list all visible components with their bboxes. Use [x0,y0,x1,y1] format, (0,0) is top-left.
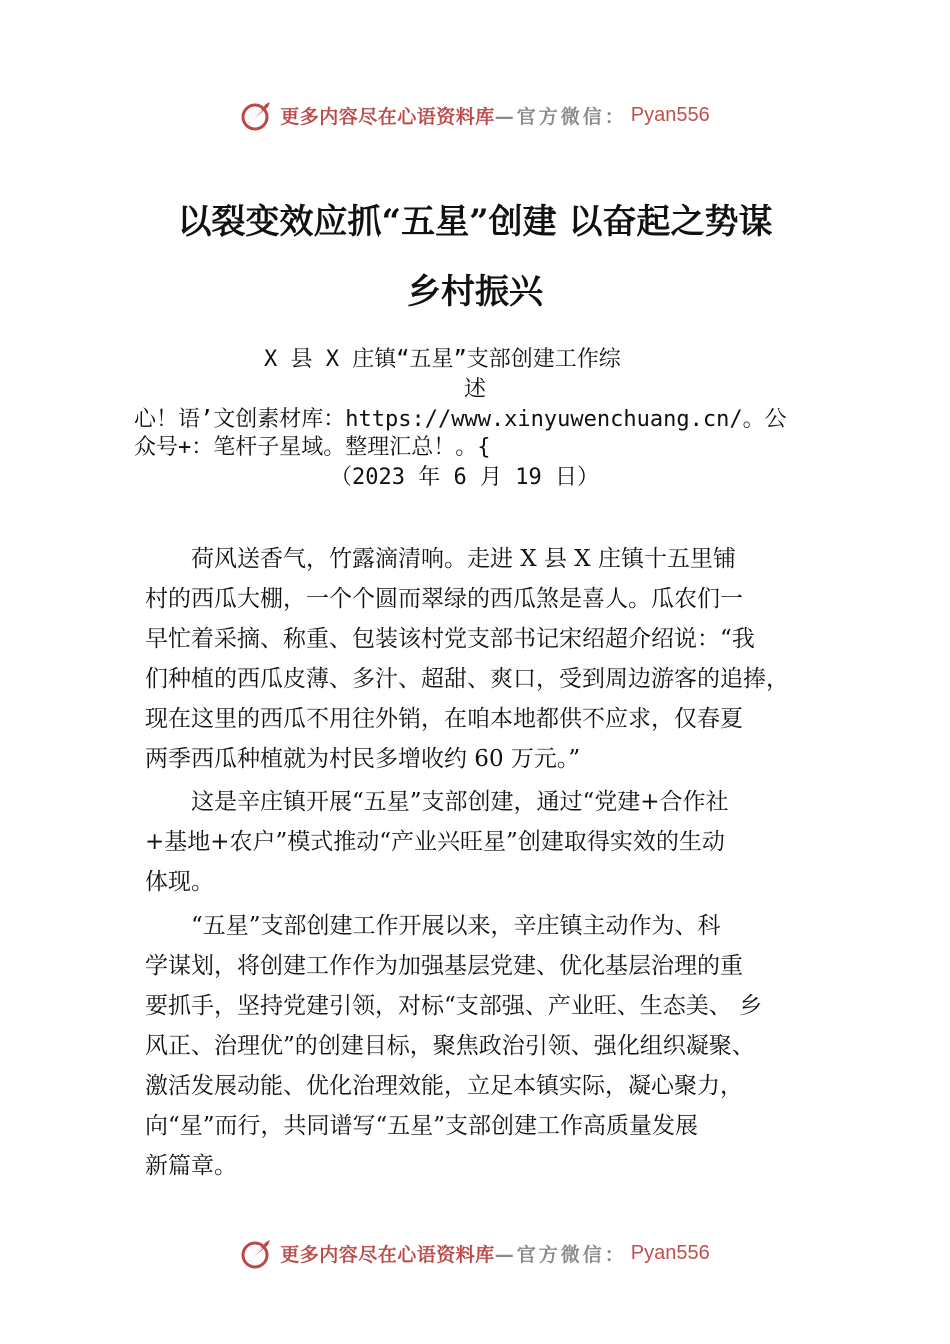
subtitle-line-1: X 县 X 庄镇“五星”支部创建工作综 [264,347,621,372]
paragraph-line: +基地+农户”模式推动“产业兴旺星”创建取得实效的生动 [145,829,725,855]
banner-wechat-id: Pyan556 [630,103,710,126]
quill-logo-icon [240,98,274,132]
subtitle-line-2: 述 [464,377,487,402]
paragraph-line: 荷风送香气，竹露滴清响。走进 X 县 X 庄镇十五里铺 [145,546,736,572]
paragraph-line: 风正、治理优”的创建目标，聚焦政治引领、强化组织凝聚、 [145,1033,755,1059]
document-title-line-1: 以裂变效应抓“五星”创建 以奋起之势谋 [177,202,773,242]
body-paragraph-3 [145,906,835,1186]
paragraph-line: 现在这里的西瓜不用往外销，在咱本地都供不应求，仅春夏 [145,706,743,732]
paragraph-line: 学谋划，将创建工作作为加强基层党建、优化基层治理的重 [145,953,743,979]
body-paragraph-1 [145,539,835,779]
banner-brand-text: 更多内容尽在心语资料库 [280,105,495,128]
source-note-line-2: 众号+：笔杆子星域。整理汇总！。{ [134,435,491,460]
paragraph-line: 们种植的西瓜皮薄、多汁、超甜、爽口，受到周边游客的追捧， [145,666,789,692]
paragraph-line: 这是辛庄镇开展“五星”支部创建，通过“党建+合作社 [145,789,729,815]
document-date: （2023 年 6 月 19 日） [330,465,599,490]
footer-watermark-banner [0,1233,950,1273]
quill-logo-icon [240,1236,274,1270]
body-paragraph-2 [145,782,835,902]
paragraph-line: 新篇章。 [145,1153,237,1179]
document-title-line-2: 乡村振兴 [407,272,543,312]
paragraph-line: 两季西瓜种植就为村民多增收约 60 万元。” [145,746,581,772]
paragraph-line: 要抓手，坚持党建引领，对标“支部强、产业旺、生态美、 乡 [145,993,763,1019]
paragraph-line: 体现。 [145,869,214,895]
source-note-line-1: 心！语’文创素材库：https://www.xinyuwenchuang.cn/。公 [134,407,787,432]
paragraph-line: 早忙着采摘、称重、包装该村党支部书记宋绍超介绍说：“我 [145,626,755,652]
banner-wechat-label: —官方微信： [494,1243,627,1266]
header-watermark-banner [0,95,950,135]
banner-wechat-id: Pyan556 [630,1241,710,1264]
banner-wechat-label: —官方微信： [494,105,627,128]
paragraph-line: 激活发展动能、优化治理效能，立足本镇实际，凝心聚力， [145,1073,743,1099]
paragraph-line: “五星”支部创建工作开展以来，辛庄镇主动作为、科 [145,913,721,939]
paragraph-line: 村的西瓜大棚，一个个圆而翠绿的西瓜煞是喜人。瓜农们一 [145,586,743,612]
banner-brand-text: 更多内容尽在心语资料库 [280,1243,495,1266]
paragraph-line: 向“星”而行，共同谱写“五星”支部创建工作高质量发展 [145,1113,699,1139]
